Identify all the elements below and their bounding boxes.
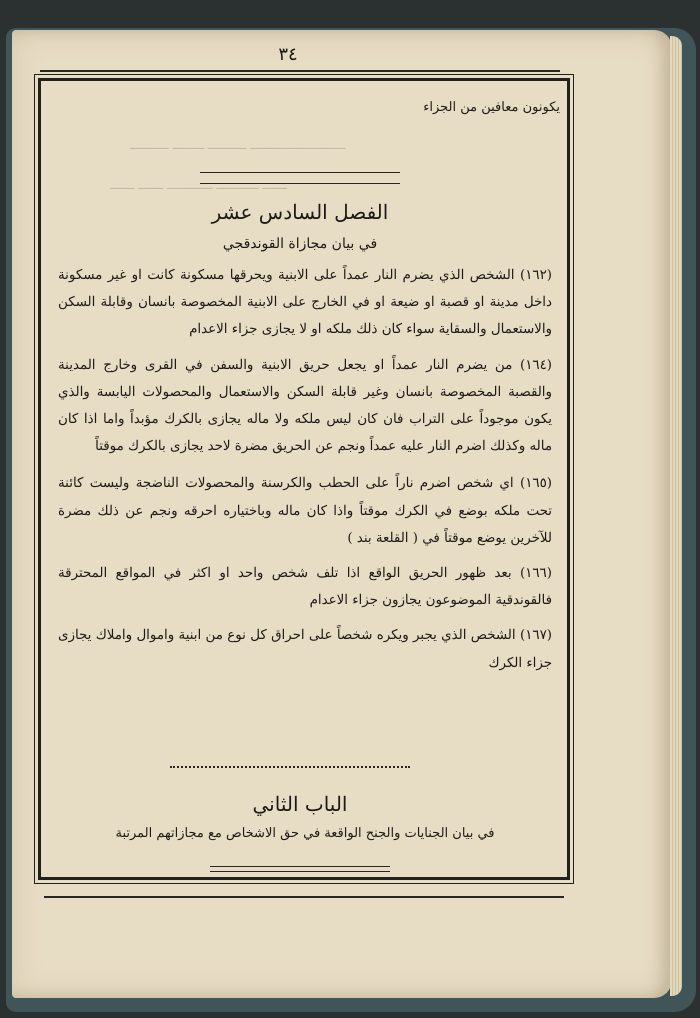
article-text: الشخص الذي يجبر ويكره شخصاً على احراق كل نوع من ابنية واموال واملاك يجازى جزاء الكرك xyxy=(58,628,552,671)
chapter-subtitle: في بيان الجنايات والجنح الواقعة في حق الاشخاص مع مجازاتهم المرتبة xyxy=(115,826,495,841)
article-number: (١٦٦) xyxy=(519,566,552,582)
ornament-divider xyxy=(170,766,410,772)
article-162 xyxy=(58,262,552,344)
article-number: (١٦٢) xyxy=(519,268,553,283)
article-167 xyxy=(58,622,552,676)
ornament-divider xyxy=(200,172,400,184)
catchword: يكونون معافين من الجزاء xyxy=(423,100,560,115)
article-text: اي شخص اضرم ناراً على الحطب والكرسنة والمحصولات الناضجة وليست كائنة تحت ملكه بوضع في الكرك موقتاً واذا كان ماله وباختياره احرقه ونجم عن ذلك مضرة للآخرين يوضع موقتاً في ( القلعة بند ) xyxy=(58,476,552,546)
article-number: (١٦٥) xyxy=(519,476,552,492)
top-rule xyxy=(40,70,560,72)
page-edges xyxy=(670,36,682,996)
bottom-rule xyxy=(44,896,564,898)
article-text: بعد ظهور الحريق الواقع اذا تلف شخص واحد او اكثر في المواقع المحترقة فالقوندقية الموضوعون يجازون جزاء الاعدام xyxy=(58,566,552,609)
article-number: (١٦٤) xyxy=(519,357,553,373)
article-number: (١٦٧) xyxy=(519,628,552,644)
article-164 xyxy=(58,352,552,461)
bleed-through-text: ـــــــ ــــــــــــ ـــــــــــــ ـــــــ ـــــــ xyxy=(110,178,287,192)
article-text: من يضرم النار عمداً او يجعل حريق الابنية والسفن في القرى وخارج المدينة والقصبة المخصوصة بانسان وغير قابلة السكن والاستعمال والمحصولات اليابسة والذي يكون موجوداً على التراب فان كان ليس ملكه ولا ماله يجازى بالكرك مؤبداً واما اذا كان ماله وكذلك اضرم النار عليه عمداً ونجم عن الحريق مضرة لاحد يجازى بالكرك موقتاً xyxy=(58,357,552,455)
article-166 xyxy=(58,560,552,614)
bleed-through-text: ـــــــــــــــــــــــــــ ـــــــــــ ـــــــــ ـــــــــــ xyxy=(130,138,346,152)
articles-body xyxy=(58,262,552,685)
article-text: الشخص الذي يضرم النار عمداً على الابنية ويحرقها مسكونة كانت او غير مسكونة داخل مدينة او قصبة او ضيعة او في الخارج على الابنية المخصوصة بانسان وقابلة السكن والاستعمال والسقاية سواء كان ذلك ملكه او لا يجازى جزاء الاعدام xyxy=(58,268,552,338)
article-165 xyxy=(58,470,552,552)
chapter-title: الباب الثاني xyxy=(252,792,348,816)
ornament-divider xyxy=(210,866,390,872)
page-number: ٣٤ xyxy=(278,44,298,65)
section-title: الفصل السادس عشر xyxy=(211,200,389,224)
section-subtitle: في بيان مجازاة القوندقجي xyxy=(222,236,378,252)
